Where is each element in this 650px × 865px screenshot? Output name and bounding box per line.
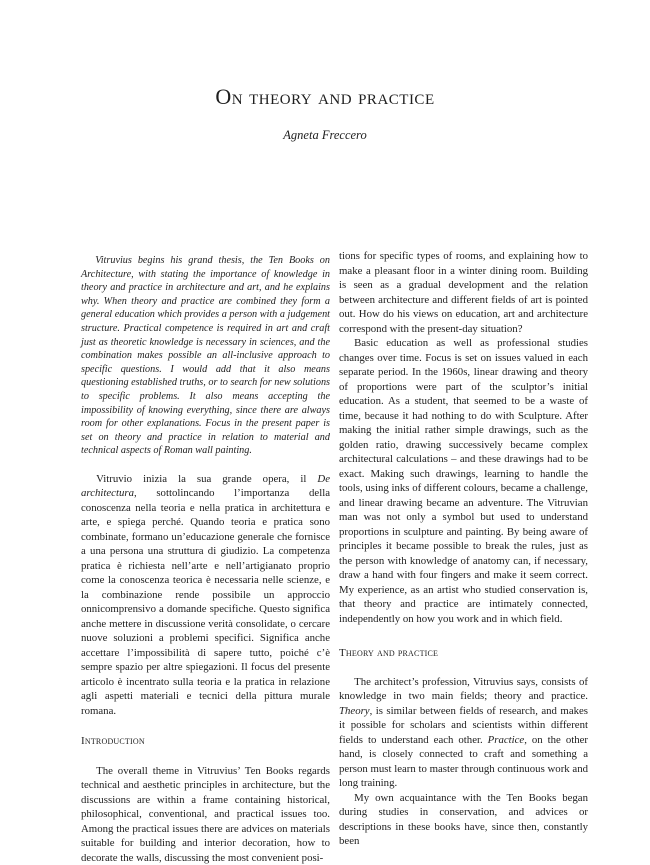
- abstract-english: Vitruvius begins his grand thesis, the Ten Books on Architecture, with stating the importance of knowledge in theory and practice in architecture and art, and he explains why. When theory and practice are combined they form a general education which provides a person with a judgement structure. Practical competence is required in art and craft just as theoretic knowledge is necessary in sciences, and the combination makes possible an all-inclusive approach to specific questions. I would add that it also means questioning established truths, or to search for new solutions to specific problems. It also means accepting the impossibility of knowing everything, since there are always room for other explanations. Focus in the present paper is set on theory and practice in relation to material and technical aspects of Roman wall painting.: [81, 255, 330, 457]
- abstract-italian: [81, 472, 330, 719]
- abstract-italian-work-title: De architectura: [81, 472, 330, 500]
- right-column: [339, 249, 588, 849]
- introduction-paragraph: The overall theme in Vitruvius’ Ten Books regards technical and aesthetic principles in architecture, but the discussions are within a frame containing historical, philosophical, conventional, and practical issues too. Among the practical issues there are advices on materials suitable for building and interior decoration, how to decorate the walls, discussing the most convenient posi-: [81, 764, 330, 864]
- introduction-heading: Introduction: [81, 735, 145, 748]
- theory-practice-paragraph-2: My own acquaintance with the Ten Books began during studies in conservation, and advices or descriptions in these books have, since then, constantly been: [339, 791, 588, 847]
- tp-text-c: , on the other hand, is closely connected to craft and something a person must learn to master through continuous work and long training.: [339, 733, 588, 789]
- tp-term-practice: Practice: [487, 733, 525, 746]
- education-paragraph: Basic education as well as professional studies changes over time. Focus is set on issues valued in each separate period. In the 1960s, linear drawing and theory of proportions were part of the sculptor’s initial education. As a student, that seemed to be a waste of time, because it had nothing to do with Sculpture. After making the initial rather simple drawings, such as the golden ratio, drawing successively became complex architectural calculations – and these drawings had to be exact. Making such drawings, learning to handle the tools, using inks of different colours, became a challenge, and linear drawing became an adventure. The Vitruvian man was not only a symbol but used to understand proportions in sculpture and painting. By being aware of principles it became possible to break the rules, just as the person with knowledge of anatomy can, if necessary, draw a hand with four fingers and make it seem correct. My experience, as an artist who studied conservation is, that theory and practice are intimately connected, independently on how you work and in which field.: [339, 337, 588, 625]
- tp-text-b: , is similar between fields of research, and makes it possible for scholars and scientists within different fields to understand each other.: [339, 704, 588, 746]
- article-author: Agneta Freccero: [283, 128, 367, 142]
- abstract-italian-text-rest: , sottolincando l’importanza della conoscenza nella teoria e nella pratica in architettura e arte, e spiega perché. Quando teoria e pratica sono combinate, formano un’educazione generale che fornisce a una persona una struttura di giudizio. La competenza pratica è richiesta nell’arte e nell’artigianato proprio come la conoscenza teorica è necessaria nelle scienze, e la combinazione rende possibile un approccio onnicomprensivo a domande specifiche. Questo significa anche mettere in discussione verità consolidate, o cercare nuove soluzioni a problemi specifici. Significa anche accettare l’impossibilità di sapere tutto, poiché c’è sempre spazio per altre spiegazioni. Il focus del presente articolo è incentrato sulla teoria e la pratica in relazione agli aspetti materiali e tecnici della pittura murale romana.: [81, 487, 330, 717]
- article-title: On theory and practice: [215, 84, 435, 109]
- tp-text-a: The architect’s profession, Vitruvius says, consists of knowledge in two main fields; theory and practice.: [339, 675, 588, 702]
- tp-term-theory: Theory: [339, 704, 370, 717]
- left-column: [81, 254, 330, 865]
- theory-practice-heading: Theory and practice: [339, 647, 439, 659]
- introduction-continuation: tions for specific types of rooms, and explaining how to make a pleasant floor in a winter dining room. Building is seen as a gradual development and the relation between architecture and different fields of art is pointed out. How do his views on education, art and architecture correspond with the present-day situation?: [339, 250, 588, 335]
- abstract-italian-text-start: Vitruvio inizia la sua grande opera, il: [96, 472, 318, 485]
- theory-practice-paragraph-1: [339, 675, 588, 791]
